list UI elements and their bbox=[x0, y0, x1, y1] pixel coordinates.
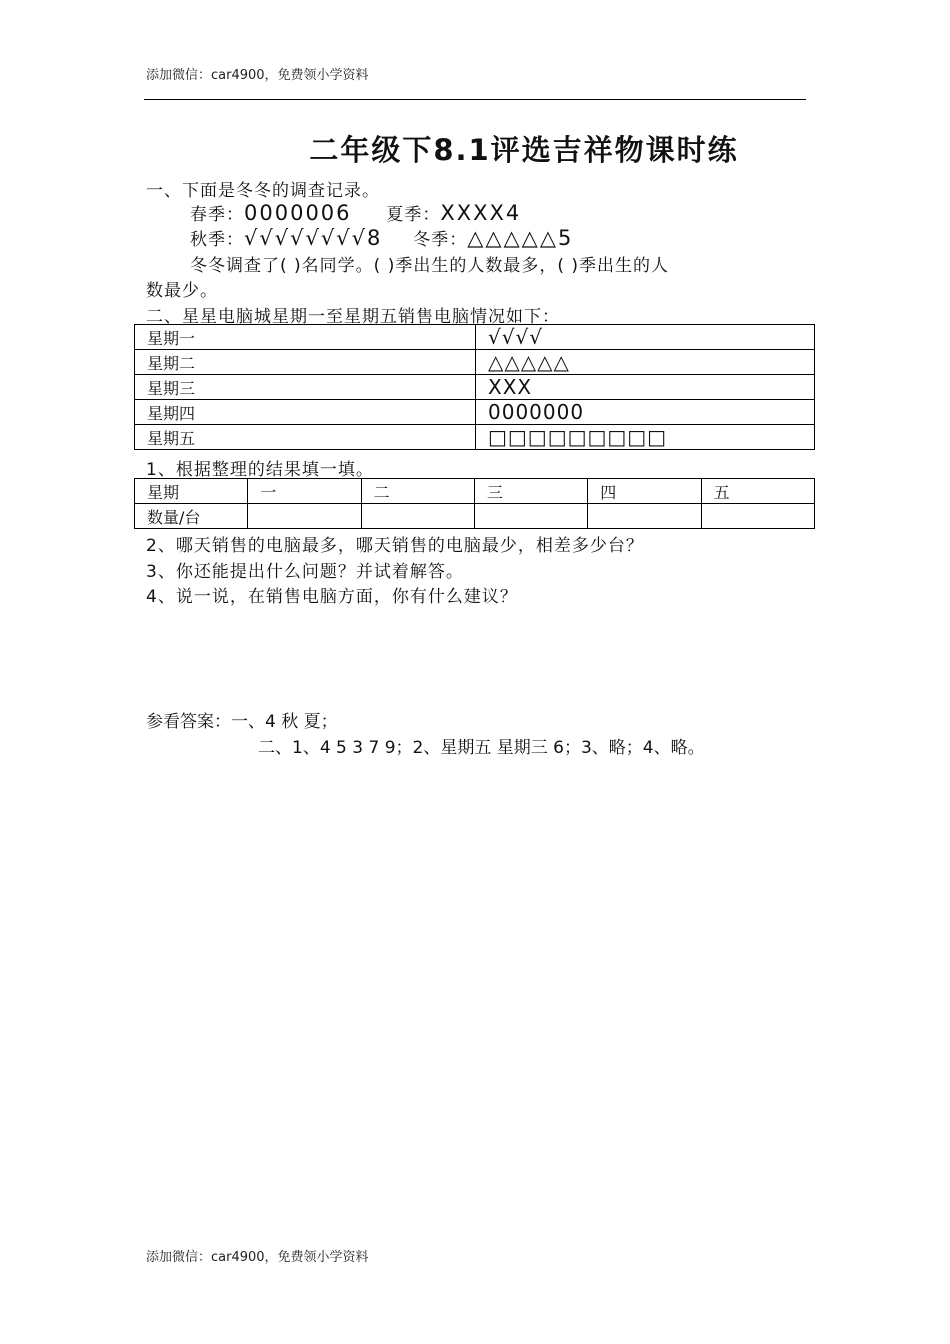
autumn-winter-line bbox=[190, 225, 573, 250]
header-cell: 二 bbox=[361, 479, 474, 504]
table-row bbox=[135, 325, 815, 350]
answer-blank[interactable] bbox=[588, 504, 701, 529]
summer-label: 夏季： bbox=[386, 205, 441, 225]
table-row bbox=[135, 479, 815, 504]
header-note: 添加微信：car4900，免费领小学资料 bbox=[146, 68, 369, 83]
question-4: 4、说一说，在销售电脑方面，你有什么建议？ bbox=[146, 587, 518, 607]
marks-cell: 0000000 bbox=[476, 400, 815, 425]
answers-line-2: 二、1、4 5 3 7 9；2、星期五 星期三 6；3、略；4、略。 bbox=[258, 738, 705, 758]
table-row bbox=[135, 425, 815, 450]
spring-value: 0000006 bbox=[244, 201, 352, 225]
autumn-label: 秋季： bbox=[190, 230, 244, 250]
question-2: 2、哪天销售的电脑最多，哪天销售的电脑最少，相差多少台？ bbox=[146, 536, 644, 556]
question-3: 3、你还能提出什么问题？并试着解答。 bbox=[146, 562, 464, 582]
day-cell: 星期四 bbox=[135, 400, 476, 425]
page-title: 二年级下8.1评选吉祥物课时练 bbox=[309, 133, 739, 167]
footer-note: 添加微信：car4900，免费领小学资料 bbox=[146, 1250, 369, 1265]
day-cell: 星期三 bbox=[135, 375, 476, 400]
header-cell: 五 bbox=[701, 479, 814, 504]
fill-table bbox=[134, 478, 815, 529]
table-row bbox=[135, 400, 815, 425]
header-divider bbox=[144, 99, 806, 100]
header-cell: 四 bbox=[588, 479, 701, 504]
section2-heading: 二、星星电脑城星期一至星期五销售电脑情况如下： bbox=[146, 307, 560, 327]
marks-cell: XXX bbox=[476, 375, 815, 400]
day-cell: 星期一 bbox=[135, 325, 476, 350]
header-cell: 三 bbox=[474, 479, 587, 504]
spring-label: 春季： bbox=[190, 205, 244, 225]
answer-blank[interactable] bbox=[474, 504, 587, 529]
marks-cell: □□□□□□□□□ bbox=[476, 425, 815, 450]
table-row bbox=[135, 375, 815, 400]
row-label-cell: 数量/台 bbox=[135, 504, 248, 529]
winter-value: △△△△△5 bbox=[467, 226, 574, 250]
header-cell: 一 bbox=[248, 479, 361, 504]
table-row bbox=[135, 504, 815, 529]
summer-value: XXXX4 bbox=[440, 201, 522, 225]
day-cell: 星期二 bbox=[135, 350, 476, 375]
answer-blank[interactable] bbox=[701, 504, 814, 529]
section1-question-cont: 数最少。 bbox=[146, 281, 218, 301]
sales-table bbox=[134, 324, 815, 450]
day-cell: 星期五 bbox=[135, 425, 476, 450]
marks-cell: √√√√ bbox=[476, 325, 815, 350]
question-1: 1、根据整理的结果填一填。 bbox=[146, 460, 374, 480]
marks-cell: △△△△△ bbox=[476, 350, 815, 375]
answer-blank[interactable] bbox=[248, 504, 361, 529]
spring-summer-line bbox=[190, 200, 521, 225]
winter-label: 冬季： bbox=[413, 230, 468, 250]
header-cell: 星期 bbox=[135, 479, 248, 504]
table-row bbox=[135, 350, 815, 375]
autumn-value: √√√√√√√√8 bbox=[244, 226, 383, 250]
section1-question: 冬冬调查了( )名同学。( )季出生的人数最多，( )季出生的人 bbox=[190, 256, 670, 276]
section1-heading: 一、下面是冬冬的调查记录。 bbox=[146, 181, 380, 201]
answer-blank[interactable] bbox=[361, 504, 474, 529]
answers-line-1: 参看答案：一、4 秋 夏； bbox=[146, 712, 338, 732]
